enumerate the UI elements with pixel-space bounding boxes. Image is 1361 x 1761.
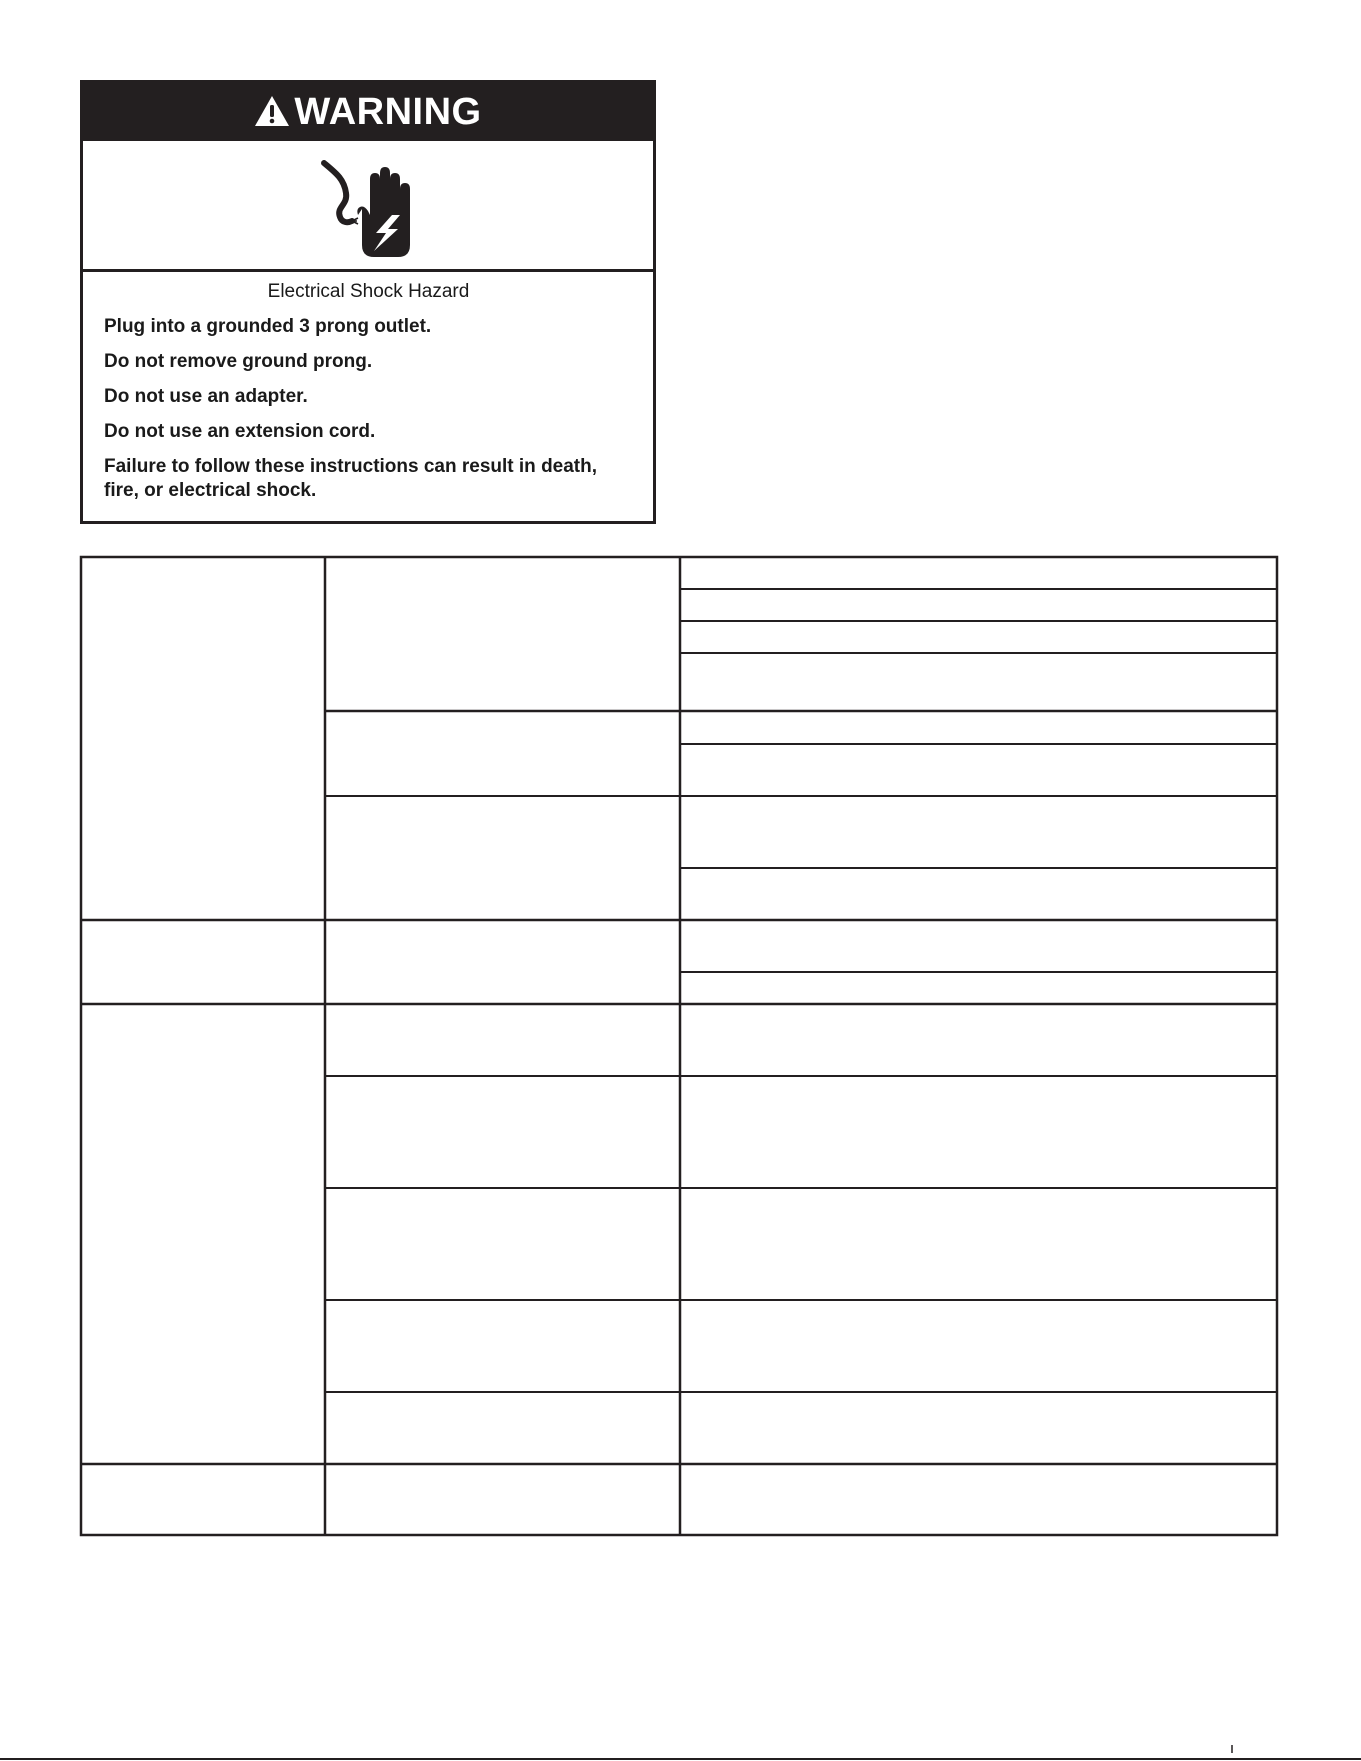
- instruction-line: Failure to follow these instructions can result in death, fire, or electrical shock.: [104, 456, 598, 501]
- warning-signal-word: WARNING: [294, 90, 482, 133]
- hazard-title: Electrical Shock Hazard: [267, 281, 470, 302]
- instruction-line: Do not use an adapter.: [104, 386, 308, 407]
- pictogram-panel: [83, 141, 653, 272]
- table-outer-border: [81, 557, 1277, 1535]
- page-corner-mark: [1228, 1745, 1236, 1753]
- warning-triangle-icon: [254, 95, 290, 127]
- electrical-shock-hand-icon: [318, 149, 418, 261]
- instruction-line: Do not use an extension cord.: [104, 421, 376, 442]
- warning-body: [83, 272, 653, 503]
- warning-label: [80, 80, 656, 524]
- instruction-line: Plug into a grounded 3 prong outlet.: [104, 316, 432, 337]
- instruction-line: Do not remove ground prong.: [104, 351, 373, 372]
- warning-header: [83, 83, 653, 141]
